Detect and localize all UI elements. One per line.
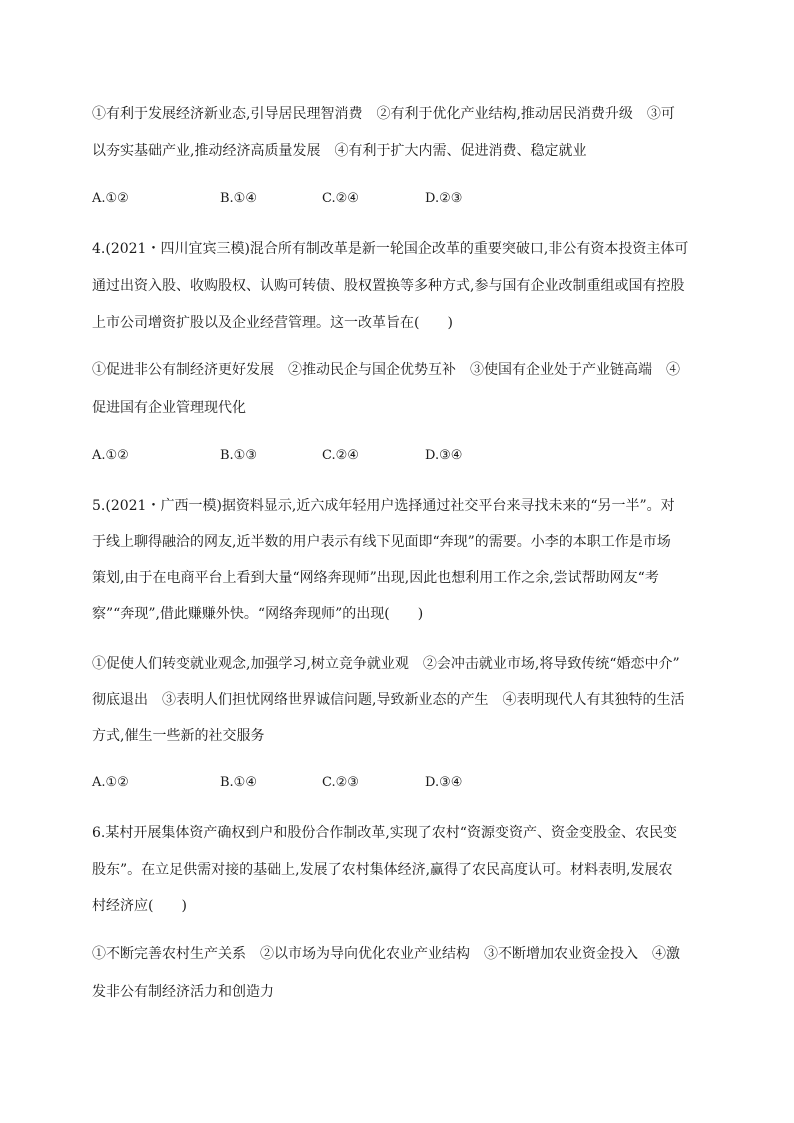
q4-statement-line-2: 促进国有企业管理现代化 xyxy=(92,400,246,416)
q4-statement-line-1: ①促进非公有制经济更好发展 ②推动民企与国企优势互补 ③使国有企业处于产业链高端 ④ xyxy=(92,362,680,378)
q5-statement-line-1: ①促使人们转变就业观念,加强学习,树立竞争就业观 ②会冲击就业市场,将导致传统“婚恋中介” xyxy=(92,656,680,672)
q6-stem-line-1: 6.某村开展集体资产确权到户和股份合作制改革,实现了农村“资源变资产、资金变股金、农民变 xyxy=(92,825,677,841)
q4-stem-line-1: 4.(2021・四川宜宾三模)混合所有制改革是新一轮国企改革的重要突破口,非公有资本投资主体可 xyxy=(92,241,689,257)
q3-statement-line-1: ①有利于发展经济新业态,引导居民理智消费 ②有利于优化产业结构,推动居民消费升级 ③可 xyxy=(92,106,675,122)
q5-statement-line-3: 方式,催生一些新的社交服务 xyxy=(92,728,265,744)
q3-option-d[interactable]: D.②③ xyxy=(425,191,463,206)
q4-option-a[interactable]: A.①② xyxy=(92,448,129,463)
q6-statement-line-1: ①不断完善农村生产关系 ②以市场为导向优化农业产业结构 ③不断增加农业资金投入 ④激 xyxy=(92,946,680,962)
q6-statement-line-2: 发非公有制经济活力和创造力 xyxy=(92,984,274,1000)
q5-stem-line-1: 5.(2021・广西一模)据资料显示,近六成年轻用户选择通过社交平台来寻找未来的“另一半”。对 xyxy=(92,498,675,514)
q6-stem-line-2: 股东”。在立足供需对接的基础上,发展了农村集体经济,赢得了农民高度认可。材料表明,发展农 xyxy=(92,862,673,878)
q5-stem-line-2: 于线上聊得融洽的网友,近半数的用户表示有线下见面即“奔现”的需要。小李的本职工作是市场 xyxy=(92,534,671,550)
q5-stem-line-4: 察”“奔现”,借此赚赚外快。“网络奔现师”的出现( ) xyxy=(92,606,424,622)
q5-option-d[interactable]: D.③④ xyxy=(425,775,463,790)
q4-stem-line-2: 通过出资入股、收购股权、认购可转债、股权置换等多种方式,参与国有企业改制重组或国有控股 xyxy=(92,278,685,294)
q4-stem-line-3: 上市公司增资扩股以及企业经营管理。这一改革旨在( ) xyxy=(92,315,453,331)
q3-option-c[interactable]: C.②④ xyxy=(322,191,359,206)
q4-option-c[interactable]: C.②④ xyxy=(322,448,359,463)
q6-stem-line-3: 村经济应( ) xyxy=(92,898,187,914)
q3-statement-line-2: 以夯实基础产业,推动经济高质量发展 ④有利于扩大内需、促进消费、稳定就业 xyxy=(92,143,587,159)
q5-option-a[interactable]: A.①② xyxy=(92,775,129,790)
q3-option-b[interactable]: B.①④ xyxy=(220,191,257,206)
q3-option-a[interactable]: A.①② xyxy=(92,191,129,206)
q4-option-b[interactable]: B.①③ xyxy=(220,448,257,463)
q5-stem-line-3: 策划,由于在电商平台上看到大量“网络奔现师”出现,因此也想利用工作之余,尝试帮助网友“考 xyxy=(92,570,659,586)
q5-option-b[interactable]: B.①④ xyxy=(220,775,257,790)
q4-option-d[interactable]: D.③④ xyxy=(425,448,463,463)
q5-option-c[interactable]: C.②③ xyxy=(322,775,359,790)
q5-statement-line-2: 彻底退出 ③表明人们担忧网络世界诚信问题,导致新业态的产生 ④表明现代人有其独特的生活 xyxy=(92,692,685,708)
